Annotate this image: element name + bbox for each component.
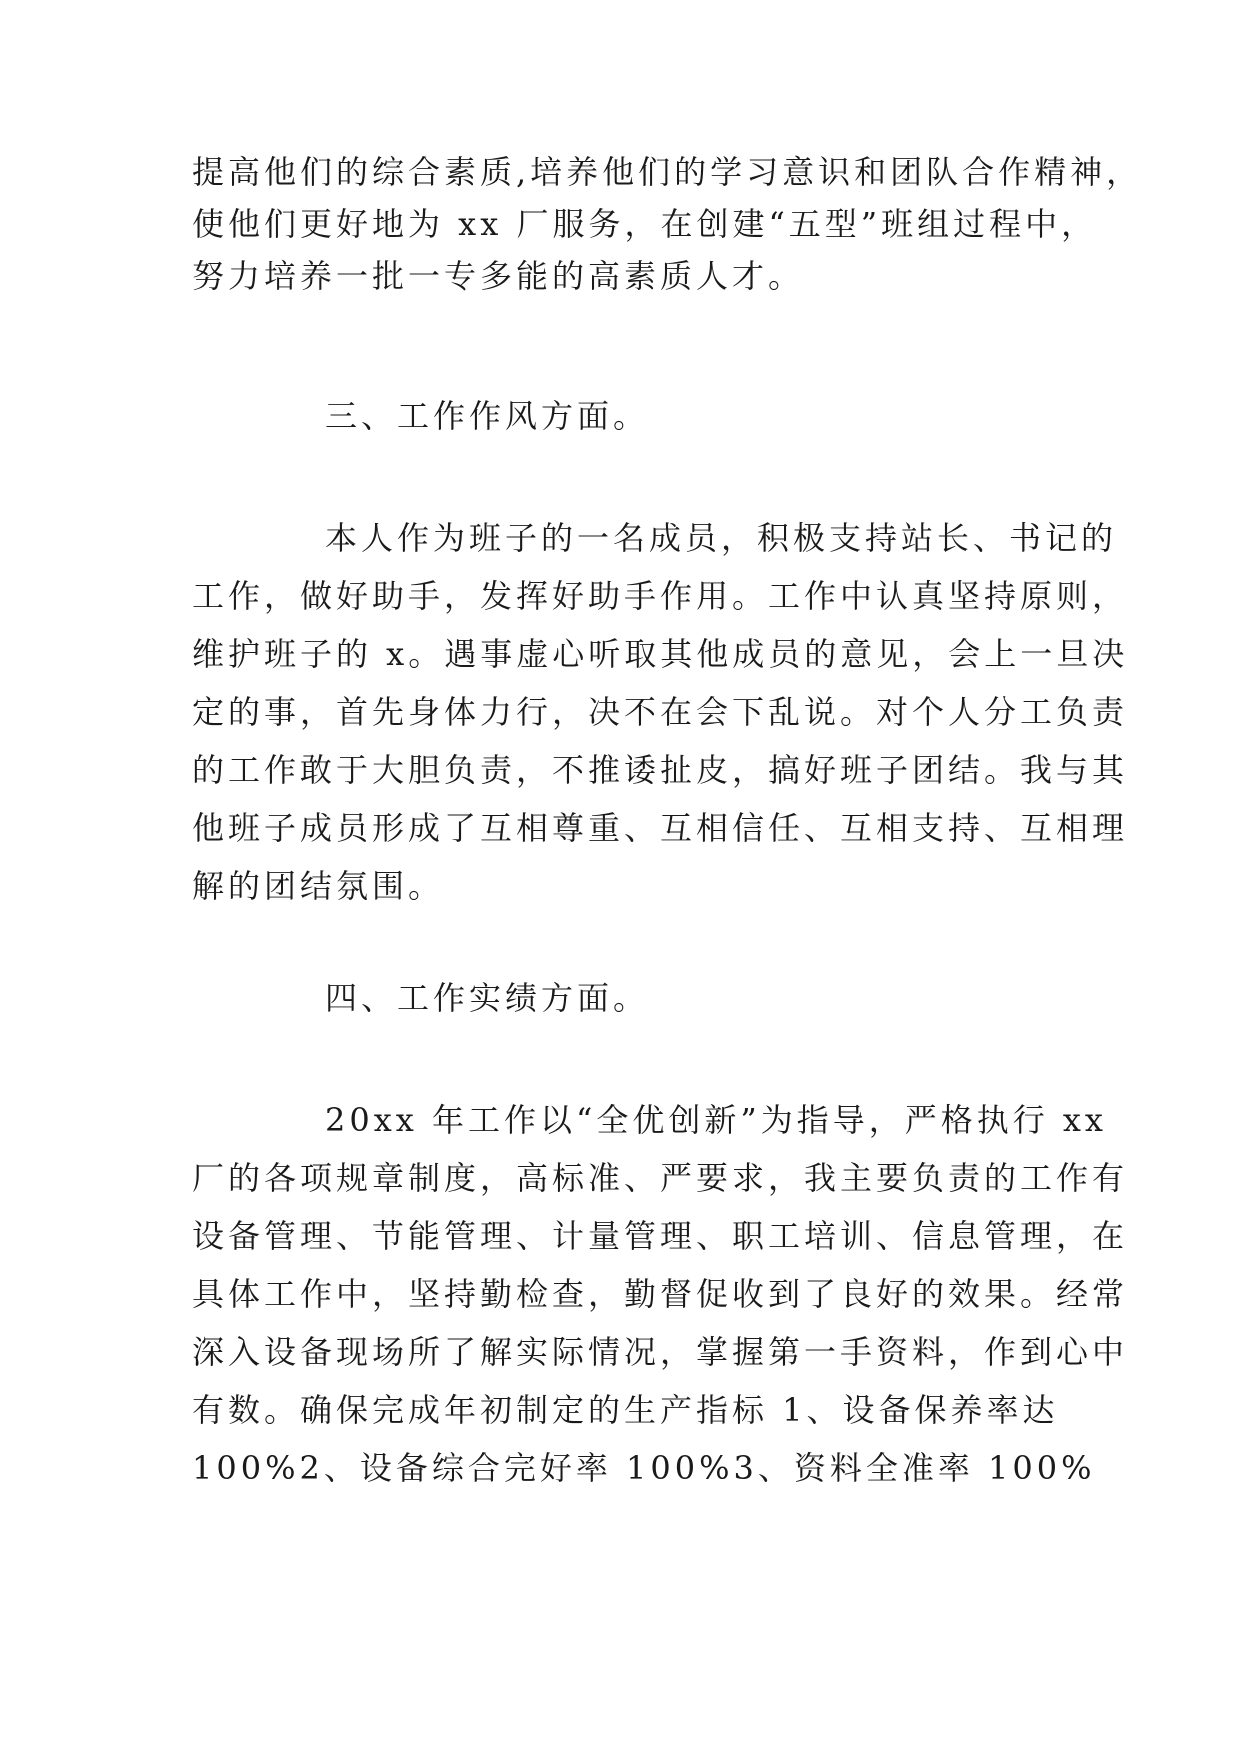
section-4-line: 厂的各项规章制度，高标准、严要求，我主要负责的工作有 xyxy=(192,1159,1129,1197)
intro-line: 努力培养一批一专多能的高素质人才。 xyxy=(192,257,805,295)
section-3-line: 的工作敢于大胆负责，不推诿扯皮，搞好班子团结。我与其 xyxy=(192,751,1129,789)
intro-line: 使他们更好地为 xx 厂服务，在创建“五型”班组过程中， xyxy=(192,205,1098,243)
section-4-line: 设备管理、节能管理、计量管理、职工培训、信息管理，在 xyxy=(192,1217,1129,1255)
section-3-line: 定的事，首先身体力行，决不在会下乱说。对个人分工负责 xyxy=(192,693,1129,731)
section-3-heading: 三、工作作风方面。 xyxy=(325,397,650,435)
section-4-heading: 四、工作实绩方面。 xyxy=(325,979,650,1017)
section-4-line: 有数。确保完成年初制定的生产指标 1、设备保养率达 xyxy=(192,1391,1059,1429)
section-4-line: 深入设备现场所了解实际情况，掌握第一手资料，作到心中 xyxy=(192,1333,1129,1371)
section-4-line: 具体工作中，坚持勤检查，勤督促收到了良好的效果。经常 xyxy=(192,1275,1129,1313)
section-3-line: 他班子成员形成了互相尊重、互相信任、互相支持、互相理 xyxy=(192,809,1129,847)
section-3-line: 维护班子的 x。遇事虚心听取其他成员的意见，会上一旦决 xyxy=(192,635,1129,673)
intro-line: 提高他们的综合素质,培养他们的学习意识和团队合作精神， xyxy=(192,153,1143,191)
section-3-line: 本人作为班子的一名成员，积极支持站长、书记的 xyxy=(325,519,1118,557)
section-3-line: 解的团结氛围。 xyxy=(192,867,445,905)
section-4-line: 20xx 年工作以“全优创新”为指导，严格执行 xx xyxy=(325,1101,1107,1139)
section-4-line: 100%2、设备综合完好率 100%3、资料全准率 100% xyxy=(192,1449,1096,1487)
section-3-line: 工作，做好助手，发挥好助手作用。工作中认真坚持原则， xyxy=(192,577,1129,615)
